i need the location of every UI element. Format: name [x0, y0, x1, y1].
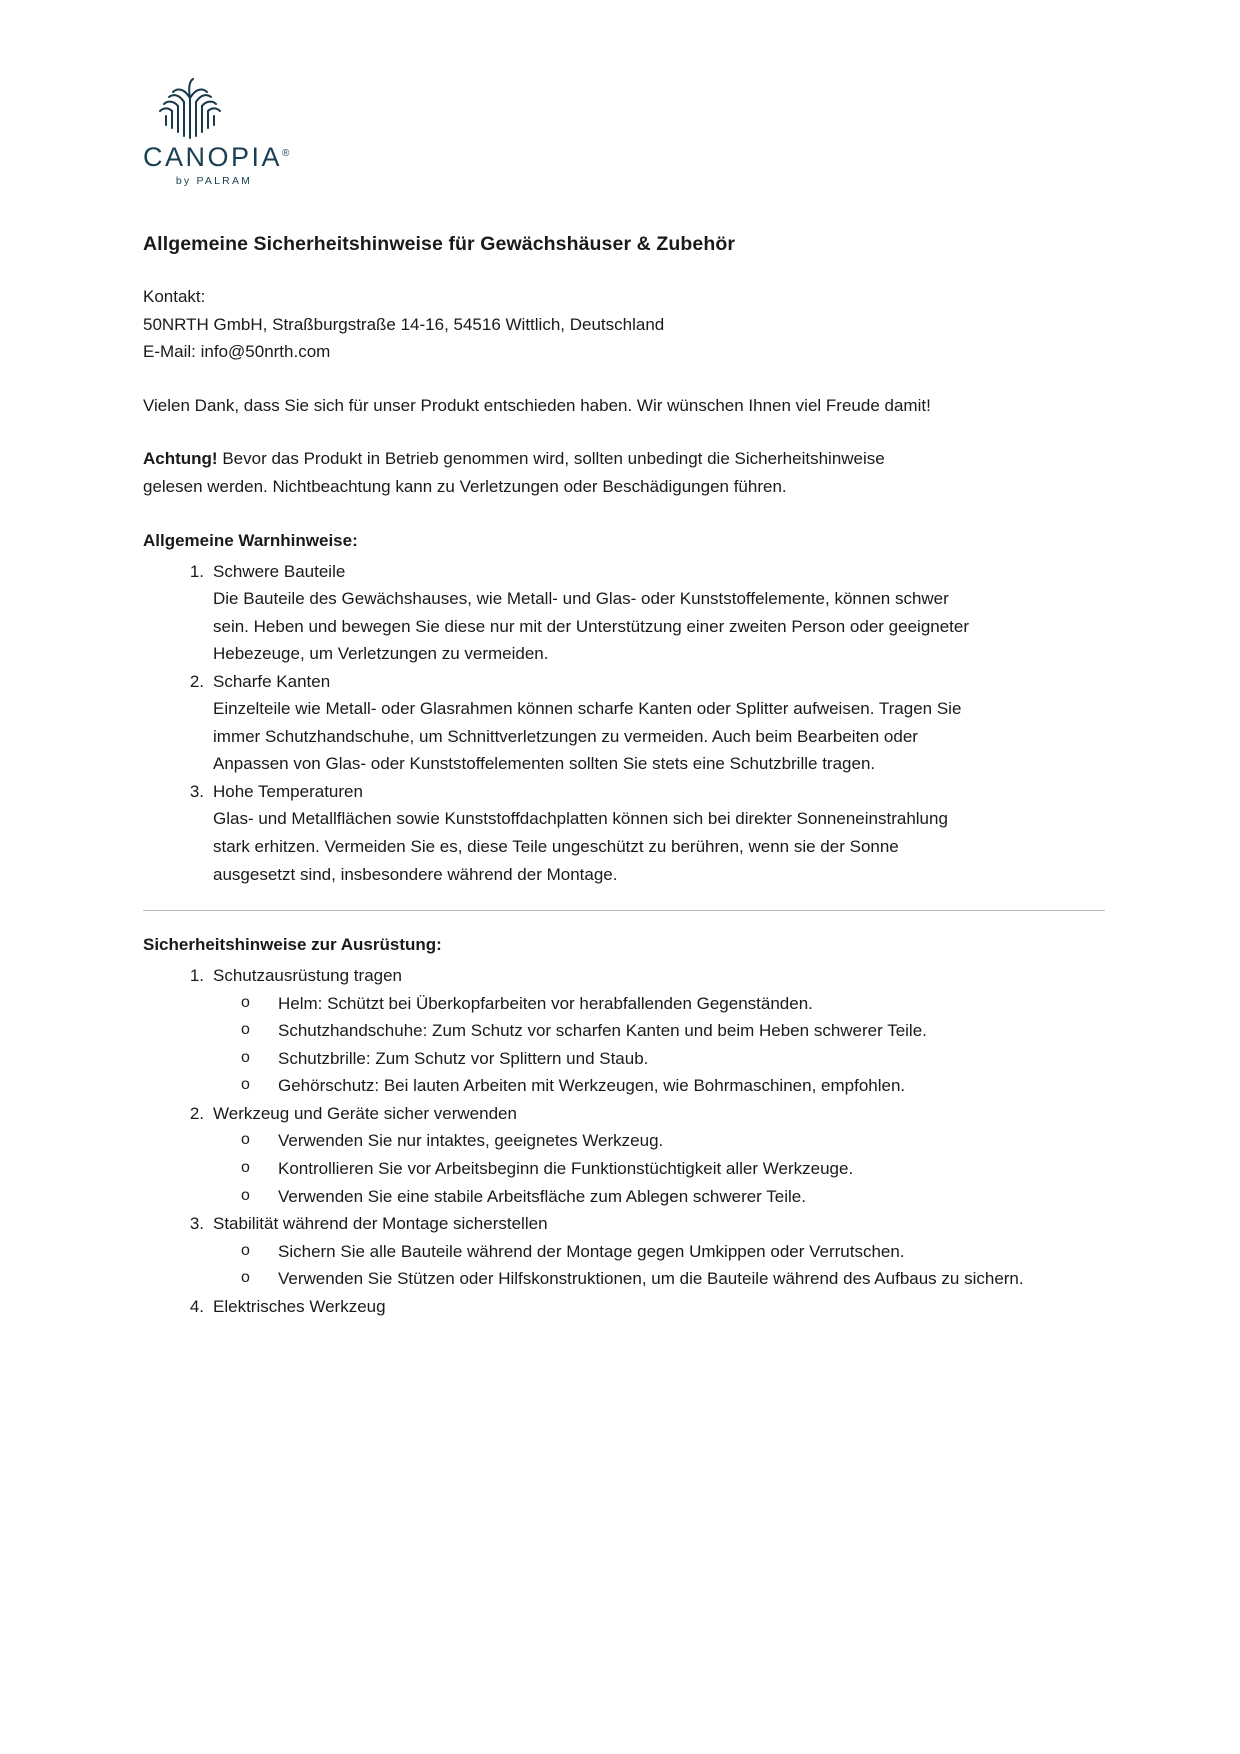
list-item-title: Hohe Temperaturen — [213, 781, 363, 801]
list-item-number: 3. — [189, 1214, 204, 1234]
contact-block — [143, 283, 943, 366]
list-item-title: Werkzeug und Geräte sicher verwenden — [213, 1103, 517, 1123]
list-item — [143, 1293, 1105, 1321]
sub-list-text: Kontrollieren Sie vor Arbeitsbeginn die Funktionstüchtigkeit aller Werkzeuge. — [278, 1158, 854, 1178]
attention-paragraph — [143, 445, 943, 500]
sub-list-text: Gehörschutz: Bei lauten Arbeiten mit Werkzeugen, wie Bohrmaschinen, empfohlen. — [278, 1076, 906, 1096]
logo-subtitle: by PALRAM — [175, 175, 253, 187]
sub-list-marker: o — [241, 1158, 250, 1176]
sub-list-text: Schutzhandschuhe: Zum Schutz vor scharfen Kanten und beim Heben schwerer Teile. — [278, 1021, 927, 1041]
contact-email: E-Mail: info@50nrth.com — [143, 342, 331, 362]
contact-label: Kontakt: — [143, 287, 206, 307]
sub-list-marker: o — [241, 1048, 250, 1066]
list-item-title: Stabilität während der Montage sicherstellen — [213, 1214, 548, 1234]
sub-list-marker: o — [241, 1186, 250, 1204]
sub-list-item — [213, 1072, 1105, 1100]
list-item-title: Scharfe Kanten — [213, 671, 331, 691]
brand-logo — [143, 78, 290, 187]
list-item-body: Glas- und Metallflächen sowie Kunststoffdachplatten können sich bei direkter Sonneneinstrahlung stark erhitzen. Vermeiden Sie es, diese Teile ungeschützt zu berühren, wenn sie der Sonne ausgesetzt sind, insbesondere während der Montage. — [213, 809, 948, 884]
list-item — [143, 1210, 1105, 1293]
list-item — [143, 558, 1105, 668]
sub-list-item — [213, 1017, 1105, 1045]
list-item — [143, 1100, 1105, 1210]
list-item-title: Elektrisches Werkzeug — [213, 1296, 386, 1316]
list-item-number: 4. — [189, 1296, 204, 1316]
sub-list-text: Sichern Sie alle Bauteile während der Montage gegen Umkippen oder Verrutschen. — [278, 1241, 905, 1261]
sub-list-item — [213, 1183, 1105, 1211]
sub-list-marker: o — [241, 1131, 250, 1149]
sub-list-text: Schutzbrille: Zum Schutz vor Splittern und Staub. — [278, 1048, 649, 1068]
sub-list-item — [213, 1265, 1105, 1293]
general-warnings-heading: Allgemeine Warnhinweise: — [143, 530, 358, 550]
list-item-title: Schutzausrüstung tragen — [213, 966, 403, 986]
list-item-number: 1. — [189, 561, 204, 581]
sub-list-text: Verwenden Sie eine stabile Arbeitsfläche zum Ablegen schwerer Teile. — [278, 1186, 806, 1206]
sub-list-marker: o — [241, 1241, 250, 1259]
sub-list — [213, 990, 1105, 1100]
sub-list-text: Verwenden Sie nur intaktes, geeignetes Werkzeug. — [278, 1131, 664, 1151]
list-item-title: Schwere Bauteile — [213, 561, 346, 581]
sub-list-item — [213, 1045, 1105, 1073]
thanks-paragraph: Vielen Dank, dass Sie sich für unser Produkt entschieden haben. Wir wünschen Ihnen viel Freude damit! — [143, 395, 931, 415]
equipment-safety-list — [143, 962, 1105, 1320]
list-item — [143, 778, 1105, 888]
list-item — [143, 962, 1105, 1100]
attention-label: Achtung! — [143, 449, 218, 469]
sub-list-item — [213, 1127, 1105, 1155]
sub-list-text: Verwenden Sie Stützen oder Hilfskonstruktionen, um die Bauteile während des Aufbaus zu sichern. — [278, 1269, 1024, 1289]
sub-list-text: Helm: Schützt bei Überkopfarbeiten vor herabfallenden Gegenständen. — [278, 993, 813, 1013]
list-item-body: Einzelteile wie Metall- oder Glasrahmen können scharfe Kanten oder Splitter aufweisen. Tragen Sie immer Schutzhandschuhe, um Schnittverletzungen zu vermeiden. Auch beim Bearbeiten oder Anpassen von Glas- oder Kunststoffelementen sollten Sie stets eine Schutzbrille tragen. — [213, 699, 962, 774]
equipment-safety-heading: Sicherheitshinweise zur Ausrüstung: — [143, 935, 442, 955]
list-item — [143, 668, 1105, 778]
list-item-number: 3. — [189, 781, 204, 801]
canopia-tree-logo-icon — [157, 78, 223, 140]
sub-list-marker: o — [241, 1021, 250, 1039]
sub-list-marker: o — [241, 993, 250, 1011]
sub-list — [213, 1127, 1105, 1210]
page-title: Allgemeine Sicherheitshinweise für Gewächshäuser & Zubehör — [143, 233, 736, 255]
sub-list-item — [213, 1238, 1105, 1266]
general-warnings-list — [143, 558, 1105, 888]
list-item-number: 2. — [189, 1103, 204, 1123]
sub-list — [213, 1238, 1105, 1293]
sub-list-item — [213, 990, 1105, 1018]
logo-wordmark-text: CANOPIA — [143, 142, 283, 172]
sub-list-marker: o — [241, 1076, 250, 1094]
section-divider — [143, 910, 1105, 911]
logo-wordmark — [143, 142, 290, 172]
sub-list-item — [213, 1155, 1105, 1183]
list-item-number: 1. — [189, 966, 204, 986]
attention-text: Bevor das Produkt in Betrieb genommen wird, sollten unbedingt die Sicherheitshinweise gelesen werden. Nichtbeachtung kann zu Verletzungen oder Beschädigungen führen. — [143, 449, 885, 496]
list-item-body: Die Bauteile des Gewächshauses, wie Metall- und Glas- oder Kunststoffelemente, können schwer sein. Heben und bewegen Sie diese nur mit der Unterstützung einer zweiten Person oder geeigneter Hebezeuge, um Verletzungen zu vermeiden. — [213, 589, 970, 664]
list-item-number: 2. — [189, 671, 204, 691]
contact-company: 50NRTH GmbH, Straßburgstraße 14-16, 54516 Wittlich, Deutschland — [143, 314, 665, 334]
logo-registered-mark: ® — [282, 148, 290, 159]
sub-list-marker: o — [241, 1269, 250, 1287]
